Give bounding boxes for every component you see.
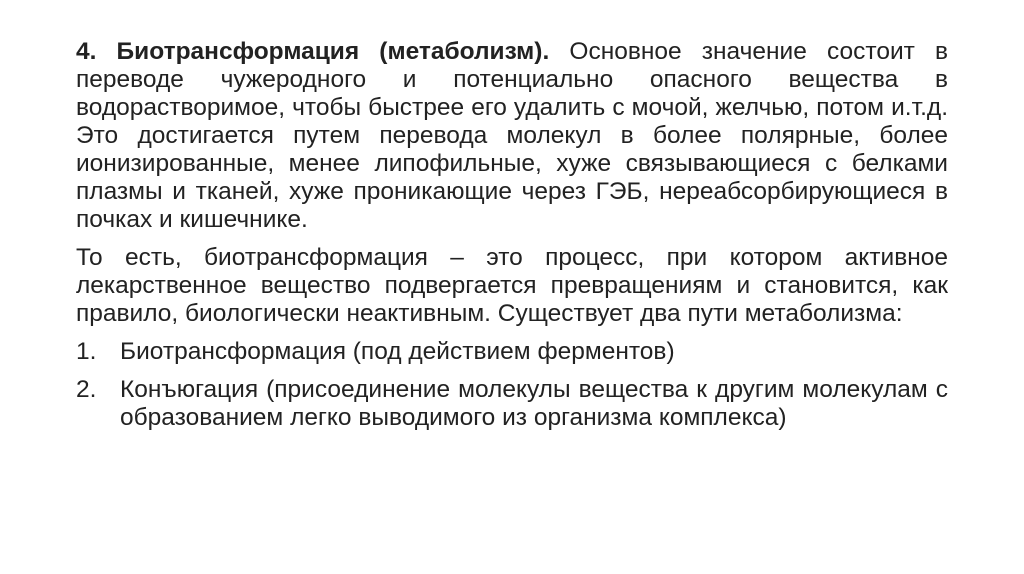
slide-content bbox=[76, 38, 948, 432]
list-item bbox=[76, 376, 948, 432]
list-item bbox=[76, 338, 948, 366]
section-heading: 4. Биотрансформация (метаболизм). bbox=[76, 38, 550, 65]
paragraph-2-text: То есть, биотрансформация – это процесс, при котором активное лекарственное вещество подвергается превращениям и становится, как правило, биологически неактивным. Существует два пути метаболизма: bbox=[76, 244, 948, 327]
paragraph-biotransformation-process bbox=[76, 244, 948, 328]
list-item-text: Конъюгация (присоединение молекулы вещества к другим молекулам с образованием легко выводимого из организма комплекса) bbox=[120, 376, 948, 431]
paragraph-1-text: Основное значение состоит в переводе чужеродного и потенциально опасного вещества в водорастворимое, чтобы быстрее его удалить с мочой, желчью, потом и.т.д. Это достигается путем перевода молекул в более полярные, более ионизированные, менее липофильные, хуже связывающиеся с белками плазмы и тканей, хуже проникающие через ГЭБ, нереабсорбирующиеся в почках и кишечнике. bbox=[76, 38, 948, 233]
list-item-text: Биотрансформация (под действием ферментов) bbox=[120, 338, 675, 365]
list-item-number: 1. bbox=[76, 338, 97, 365]
metabolism-pathways-list bbox=[76, 338, 948, 432]
paragraph-biotransformation-definition bbox=[76, 38, 948, 234]
list-item-number: 2. bbox=[76, 376, 97, 403]
